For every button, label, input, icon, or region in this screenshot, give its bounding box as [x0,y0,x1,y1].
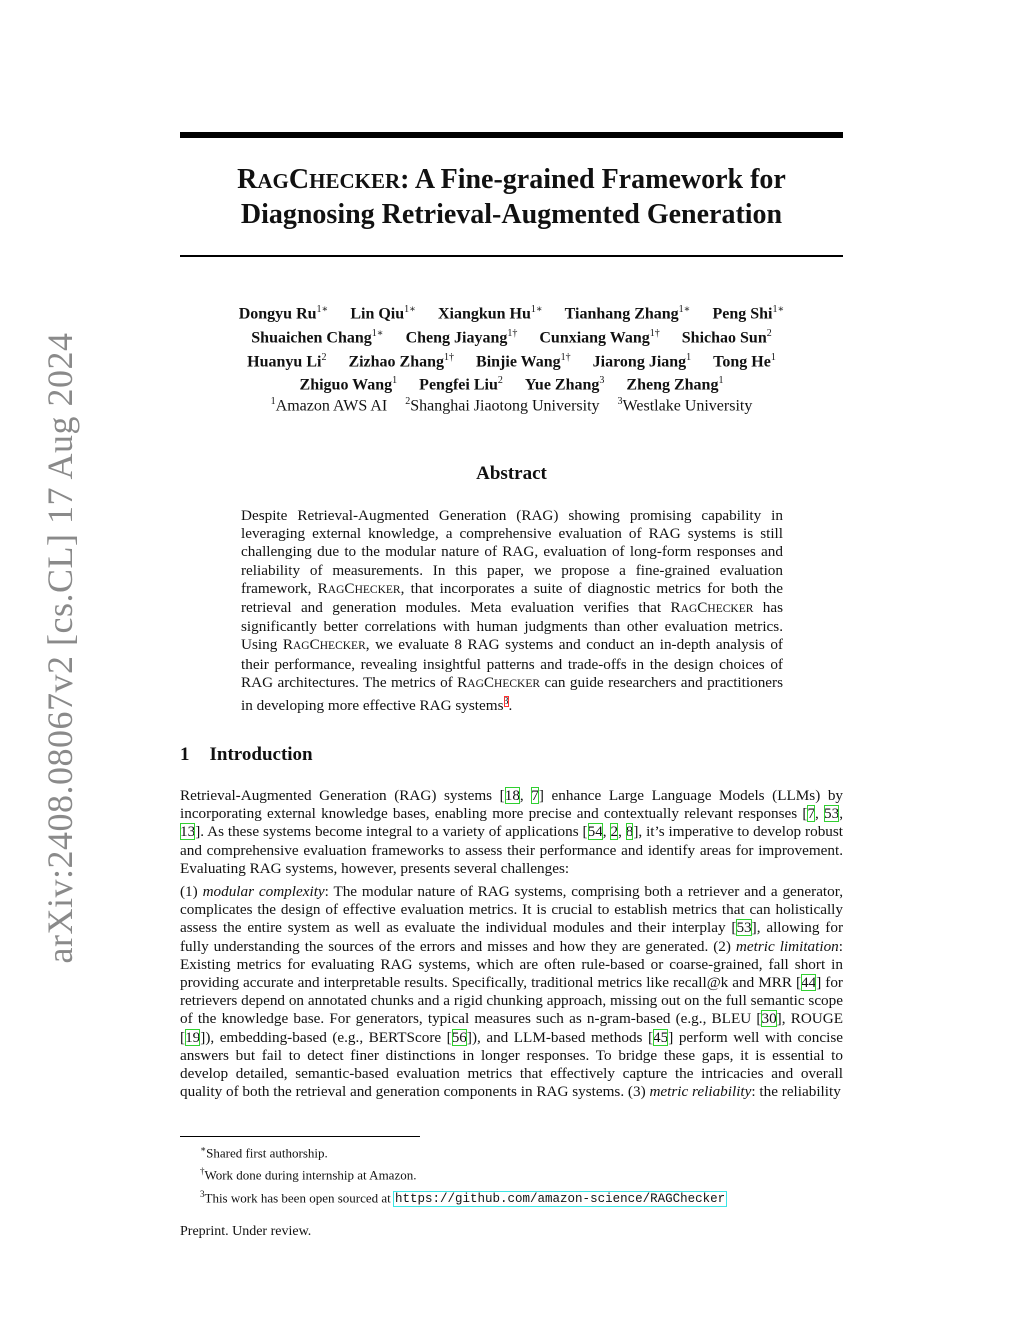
title-line-2: Diagnosing Retrieval-Augmented Generation [240,199,783,230]
footnote-link[interactable]: 3 [503,696,509,708]
author-list [180,300,843,395]
author: Dongyu $Ru^{1∗}$ [238,304,329,323]
author: Peng Shi$^{1∗}$ [712,304,785,323]
affiliation: $^3$Westlake University [617,396,753,415]
ragchecker-name: RAGCHECKER [457,673,541,691]
citation-link[interactable]: 53 [736,919,752,937]
author: Cunxiang Wang$^{1\dagger}$ [539,327,660,347]
citation-link[interactable]: 7 [807,805,816,823]
author: Shichao Sun$^2$ [681,327,772,347]
abstract-heading: Abstract [476,463,547,484]
author: Zizhao Zhang$^{1\dagger}$ [348,351,455,370]
citation-link[interactable]: 44 [801,974,817,992]
footnote-rule [180,1136,420,1137]
section-heading: 1 Introduction [180,744,313,765]
ragchecker-name: RAGCHECKER [317,579,401,597]
title-sc-hecker: HECKER [309,169,401,193]
citation-link[interactable]: 7 [531,787,539,804]
author: Zheng Zhang$^1$ [626,375,724,394]
author: Shuaichen Chang$^{1∗}$ [251,327,384,347]
author: Jiarong Jiang$^1$ [592,351,692,370]
title-sc-ag: AG [257,169,289,193]
author: Lin Qiu$^{1∗}$ [350,304,416,323]
affiliation-list [180,396,843,415]
abstract-body: Despite Retrieval-Augmented Generation (RAG) showing promising capability in leveraging external knowledge, a comprehensive evaluation of RAG systems is still challenging due to the modular nature of RAG, evaluation of long-form responses and reliability of measurements. In this paper, we propose a fine-grained evaluation framework, RAGCHECKER, that incorporates a suite of diagnostic metrics for both the retrieval and generation modules. Meta evaluation verifies that RAGCHECKER has significantly better correlations with human judgments than other evaluation metrics. Using RAGCHECKER, we evaluate 8 RAG systems and conduct an in-depth analysis of their performance, revealing insightful patterns and trade-offs in the design choices of RAG architectures. The metrics of RAGCHECKER can guide researchers and practitioners in developing more effective RAG systems$^3$. [241,507,784,715]
ragchecker-name: RAGCHECKER [670,599,754,617]
title-sc-r: R [237,164,258,195]
affiliation: $^2$Shanghai Jiaotong University [405,396,600,415]
citation-link[interactable]: 56 [451,1028,467,1046]
citation-link[interactable]: 53 [824,805,840,823]
affiliation: $^1$Amazon AWS AI [270,396,388,415]
author: Binjie Wang$^{1\dagger}$ [476,351,571,370]
author: Xiangkun $Hu^{1∗}$ [437,304,543,323]
author: Tong He$^1$ [713,351,776,370]
citation-link[interactable]: 8 [625,823,634,841]
citation-link[interactable]: 19 [185,1028,201,1046]
footnote-3: $^3$This work has been open sourced at https://github.com/amazon-science/RAGChecker [200,1188,726,1206]
title-sc-c: C [288,164,310,195]
citation-link[interactable]: 30 [761,1010,777,1028]
citation-link[interactable]: 18 [504,787,520,804]
title-line-1 [237,164,786,195]
title-top-rule [180,132,843,138]
author: Yue Zhang$^3$ [524,375,605,394]
arxiv-identifier: arXiv:2408.08067v2 [cs.CL] 17 Aug 2024 [40,332,80,964]
intro-paragraph-1: Retrieval-Augmented Generation (RAG) systems [18, 7] enhance Large Language Models (LLMs) by incorporating external knowledge bases, enabling more precise and contextually relevant responses [7, 53, 13]. As these systems become integral to a variety of applications [54, 2, 8], it’s imperative to develop robust and comprehensive evaluation frameworks to assess their performance and identify areas for improvement. Evaluating RAG systems, however, presents several challenges: [180,787,844,877]
author: Huanyu Li$^2$ [247,351,327,370]
footnotes [200,1140,840,1208]
footnote-1: ∗Shared first authorship. [200,1144,328,1161]
author: Tianhang Zhang$^{1∗}$ [564,304,691,323]
ragchecker-name: RAGCHECKER [282,636,366,654]
github-link[interactable]: https://github.com/amazon-science/RAGChecker [395,1191,726,1206]
citation-link[interactable]: 13 [180,823,196,841]
introduction-body [180,787,843,1106]
title-bottom-rule [180,255,843,257]
author: Zhiguo Wang$^1$ [299,375,398,394]
author: Pengfei Liu$^2$ [419,375,503,394]
intro-paragraph-2: (1) modular complexity: The modular nature of RAG systems, comprising both a retriever and a generator, complicates the design of effective evaluation metrics. It is crucial to establish metrics that can holistically assess the entire system as well as evaluate the individual modules and their interplay [53], allowing for fully understanding the sources of the errors and misses and how they are generated. (2) metric limitation: Existing metrics for evaluating RAG systems, which are often rule-based or coarse-grained, fall short in providing accurate and interpretable results. Specifically, traditional metrics like recall@k and MRR [44] for retrievers depend on annotated chunks and a rigid chunking approach, missing out on the full semantic scope of the knowledge base. For generators, typical measures such as n-gram-based (e.g., BLEU [30], ROUGE [19]), embedding-based (e.g., BERTScore [56]), and LLM-based methods [45] perform well with concise answers but fail to detect finer distinctions in longer responses. To bridge these gaps, it is essential to develop detailed, semantic-based evaluation metrics that effectively capture the intricacies and overall quality of both the retrieval and generation components in RAG systems. (3) metric reliability: the reliability [180,883,844,1101]
citation-link[interactable]: 45 [653,1028,669,1046]
author: Cheng Jiayang$^{1\dagger}$ [405,327,518,347]
citation-link[interactable]: 54 [587,823,603,841]
footnote-2: †Work done during internship at Amazon. [200,1166,417,1183]
preprint-note: Preprint. Under review. [180,1224,312,1239]
citation-link[interactable]: 2 [610,823,619,841]
paper-title [180,163,843,232]
title-rest: : A Fine-grained Framework for [400,164,786,195]
